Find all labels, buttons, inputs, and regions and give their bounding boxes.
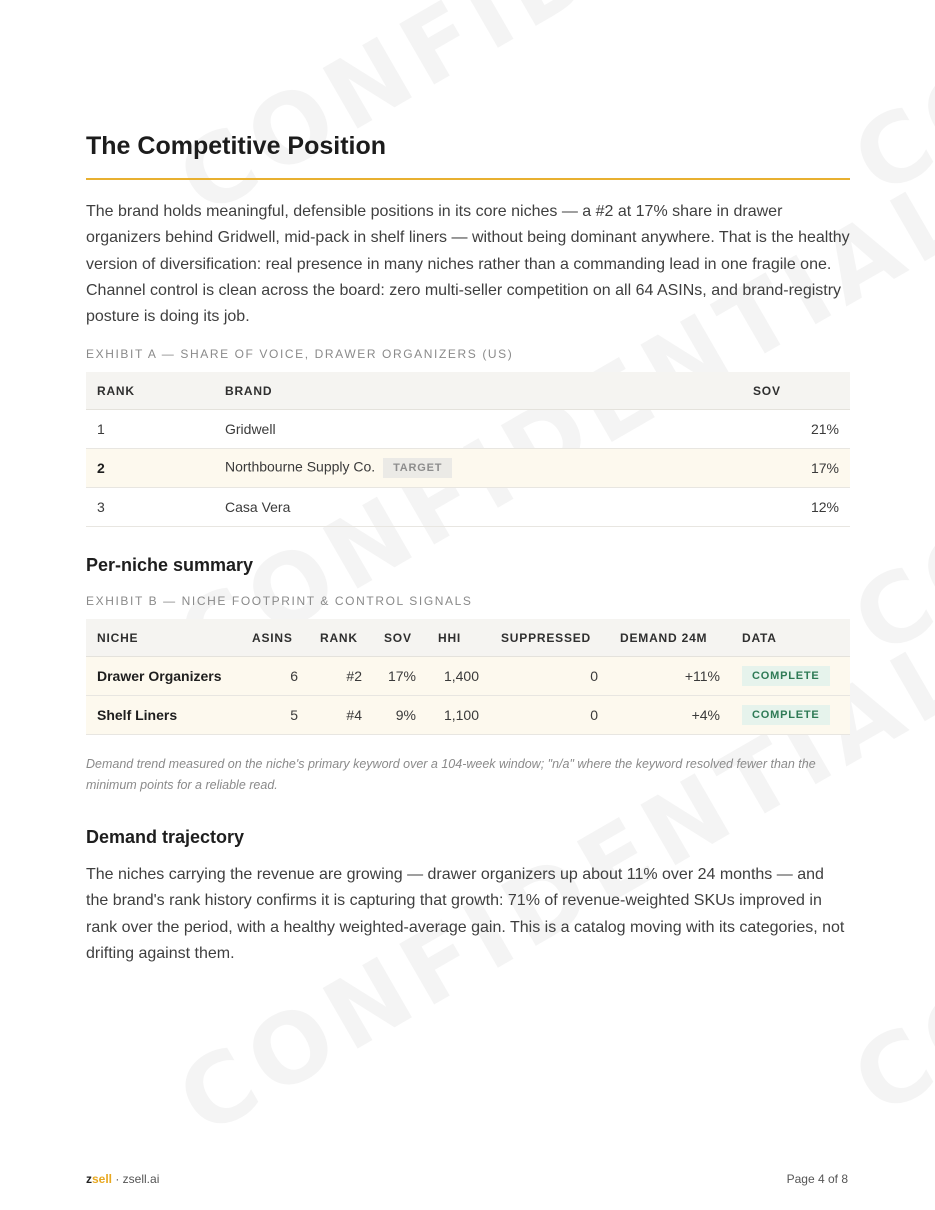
brand-cell: Casa Vera: [214, 488, 742, 527]
suppressed-cell: 0: [490, 696, 609, 735]
exhibit-b-caption: EXHIBIT B — NICHE FOOTPRINT & CONTROL SIGNALS: [86, 594, 473, 608]
column-header-sov: SOV: [373, 619, 427, 657]
page-number: Page 4 of 8: [786, 1172, 848, 1186]
sov-cell: 17%: [373, 657, 427, 696]
watermark-text: [835, 134, 935, 677]
methodology-note: Demand trend measured on the niche's primary keyword over a 104-week window; "n/a" where the keyword resolved fewer than the minimum points for a reliable read.: [86, 757, 816, 792]
column-header-brand: BRAND: [214, 372, 742, 410]
exhibit-a-caption: EXHIBIT A — SHARE OF VOICE, DRAWER ORGANIZERS (US): [86, 347, 514, 361]
intro-paragraph: The brand holds meaningful, defensible positions in its core niches — a #2 at 17% share in drawer organizers behind Gridwell, mid-pack in shelf liners — without being dominant anywhere. That is the healthy version of diversification: real presence in many niches rather than a commanding lead in one fragile one. Channel control is clean across the board: zero multi-seller competition on all 64 ASINs, and brand-registry posture is doing its job.: [86, 203, 850, 326]
complete-badge: COMPLETE: [742, 666, 830, 686]
column-header-suppressed: SUPPRESSED: [490, 619, 609, 657]
niche-footprint-table: [86, 619, 850, 735]
per-niche-heading: Per-niche summary: [86, 555, 254, 575]
sov-cell: 12%: [742, 488, 850, 527]
brand-cell: [214, 449, 742, 488]
footer-brand: [86, 1172, 159, 1186]
table-row: [86, 410, 850, 449]
column-header-asins: ASINS: [241, 619, 309, 657]
footer-site: · zsell.ai: [112, 1172, 160, 1186]
rank-cell: 3: [86, 488, 214, 527]
column-header-hhi: HHI: [427, 619, 490, 657]
table-header-row: [86, 619, 850, 657]
brand-logo-z: z: [86, 1172, 92, 1186]
asins-cell: 5: [241, 696, 309, 735]
section-title: The Competitive Position: [86, 132, 387, 160]
sov-cell: 21%: [742, 410, 850, 449]
table-row: [86, 488, 850, 527]
hhi-cell: 1,400: [427, 657, 490, 696]
column-header-rank: RANK: [86, 372, 214, 410]
sov-cell: 9%: [373, 696, 427, 735]
niche-cell: Drawer Organizers: [86, 657, 241, 696]
table-row-target: [86, 449, 850, 488]
rank-cell: 2: [86, 449, 214, 488]
column-header-niche: NICHE: [86, 619, 241, 657]
demand-cell: +4%: [609, 696, 731, 735]
watermark-text: [835, 0, 935, 217]
niche-cell: Shelf Liners: [86, 696, 241, 735]
table-row: [86, 657, 850, 696]
brand-logo-sell: sell: [92, 1172, 113, 1186]
asins-cell: 6: [241, 657, 309, 696]
column-header-demand: DEMAND 24M: [609, 619, 731, 657]
demand-paragraph: The niches carrying the revenue are growing — drawer organizers up about 11% over 24 months — and the brand's rank history confirms it is capturing that growth: 71% of revenue-weighted SKUs improved in rank over the period, with a healthy weighted-average gain. This is a catalog moving with its categories, not drifting against them.: [86, 866, 845, 962]
demand-trajectory-heading: Demand trajectory: [86, 827, 245, 847]
data-cell: [731, 657, 850, 696]
table-row: [86, 696, 850, 735]
complete-badge: COMPLETE: [742, 705, 830, 725]
sov-cell: 17%: [742, 449, 850, 488]
rank-cell: #4: [309, 696, 373, 735]
rank-cell: #2: [309, 657, 373, 696]
column-header-rank: RANK: [309, 619, 373, 657]
column-header-sov: SOV: [742, 372, 850, 410]
column-header-data: DATA: [731, 619, 850, 657]
target-tag: TARGET: [383, 458, 452, 478]
demand-cell: +11%: [609, 657, 731, 696]
brand-name: Northbourne Supply Co.: [225, 458, 376, 475]
brand-cell: Gridwell: [214, 410, 742, 449]
table-header-row: [86, 372, 850, 410]
watermark-text: [835, 594, 935, 1137]
title-rule: [86, 178, 850, 180]
data-cell: [731, 696, 850, 735]
hhi-cell: 1,100: [427, 696, 490, 735]
share-of-voice-table: [86, 372, 850, 527]
suppressed-cell: 0: [490, 657, 609, 696]
rank-cell: 1: [86, 410, 214, 449]
